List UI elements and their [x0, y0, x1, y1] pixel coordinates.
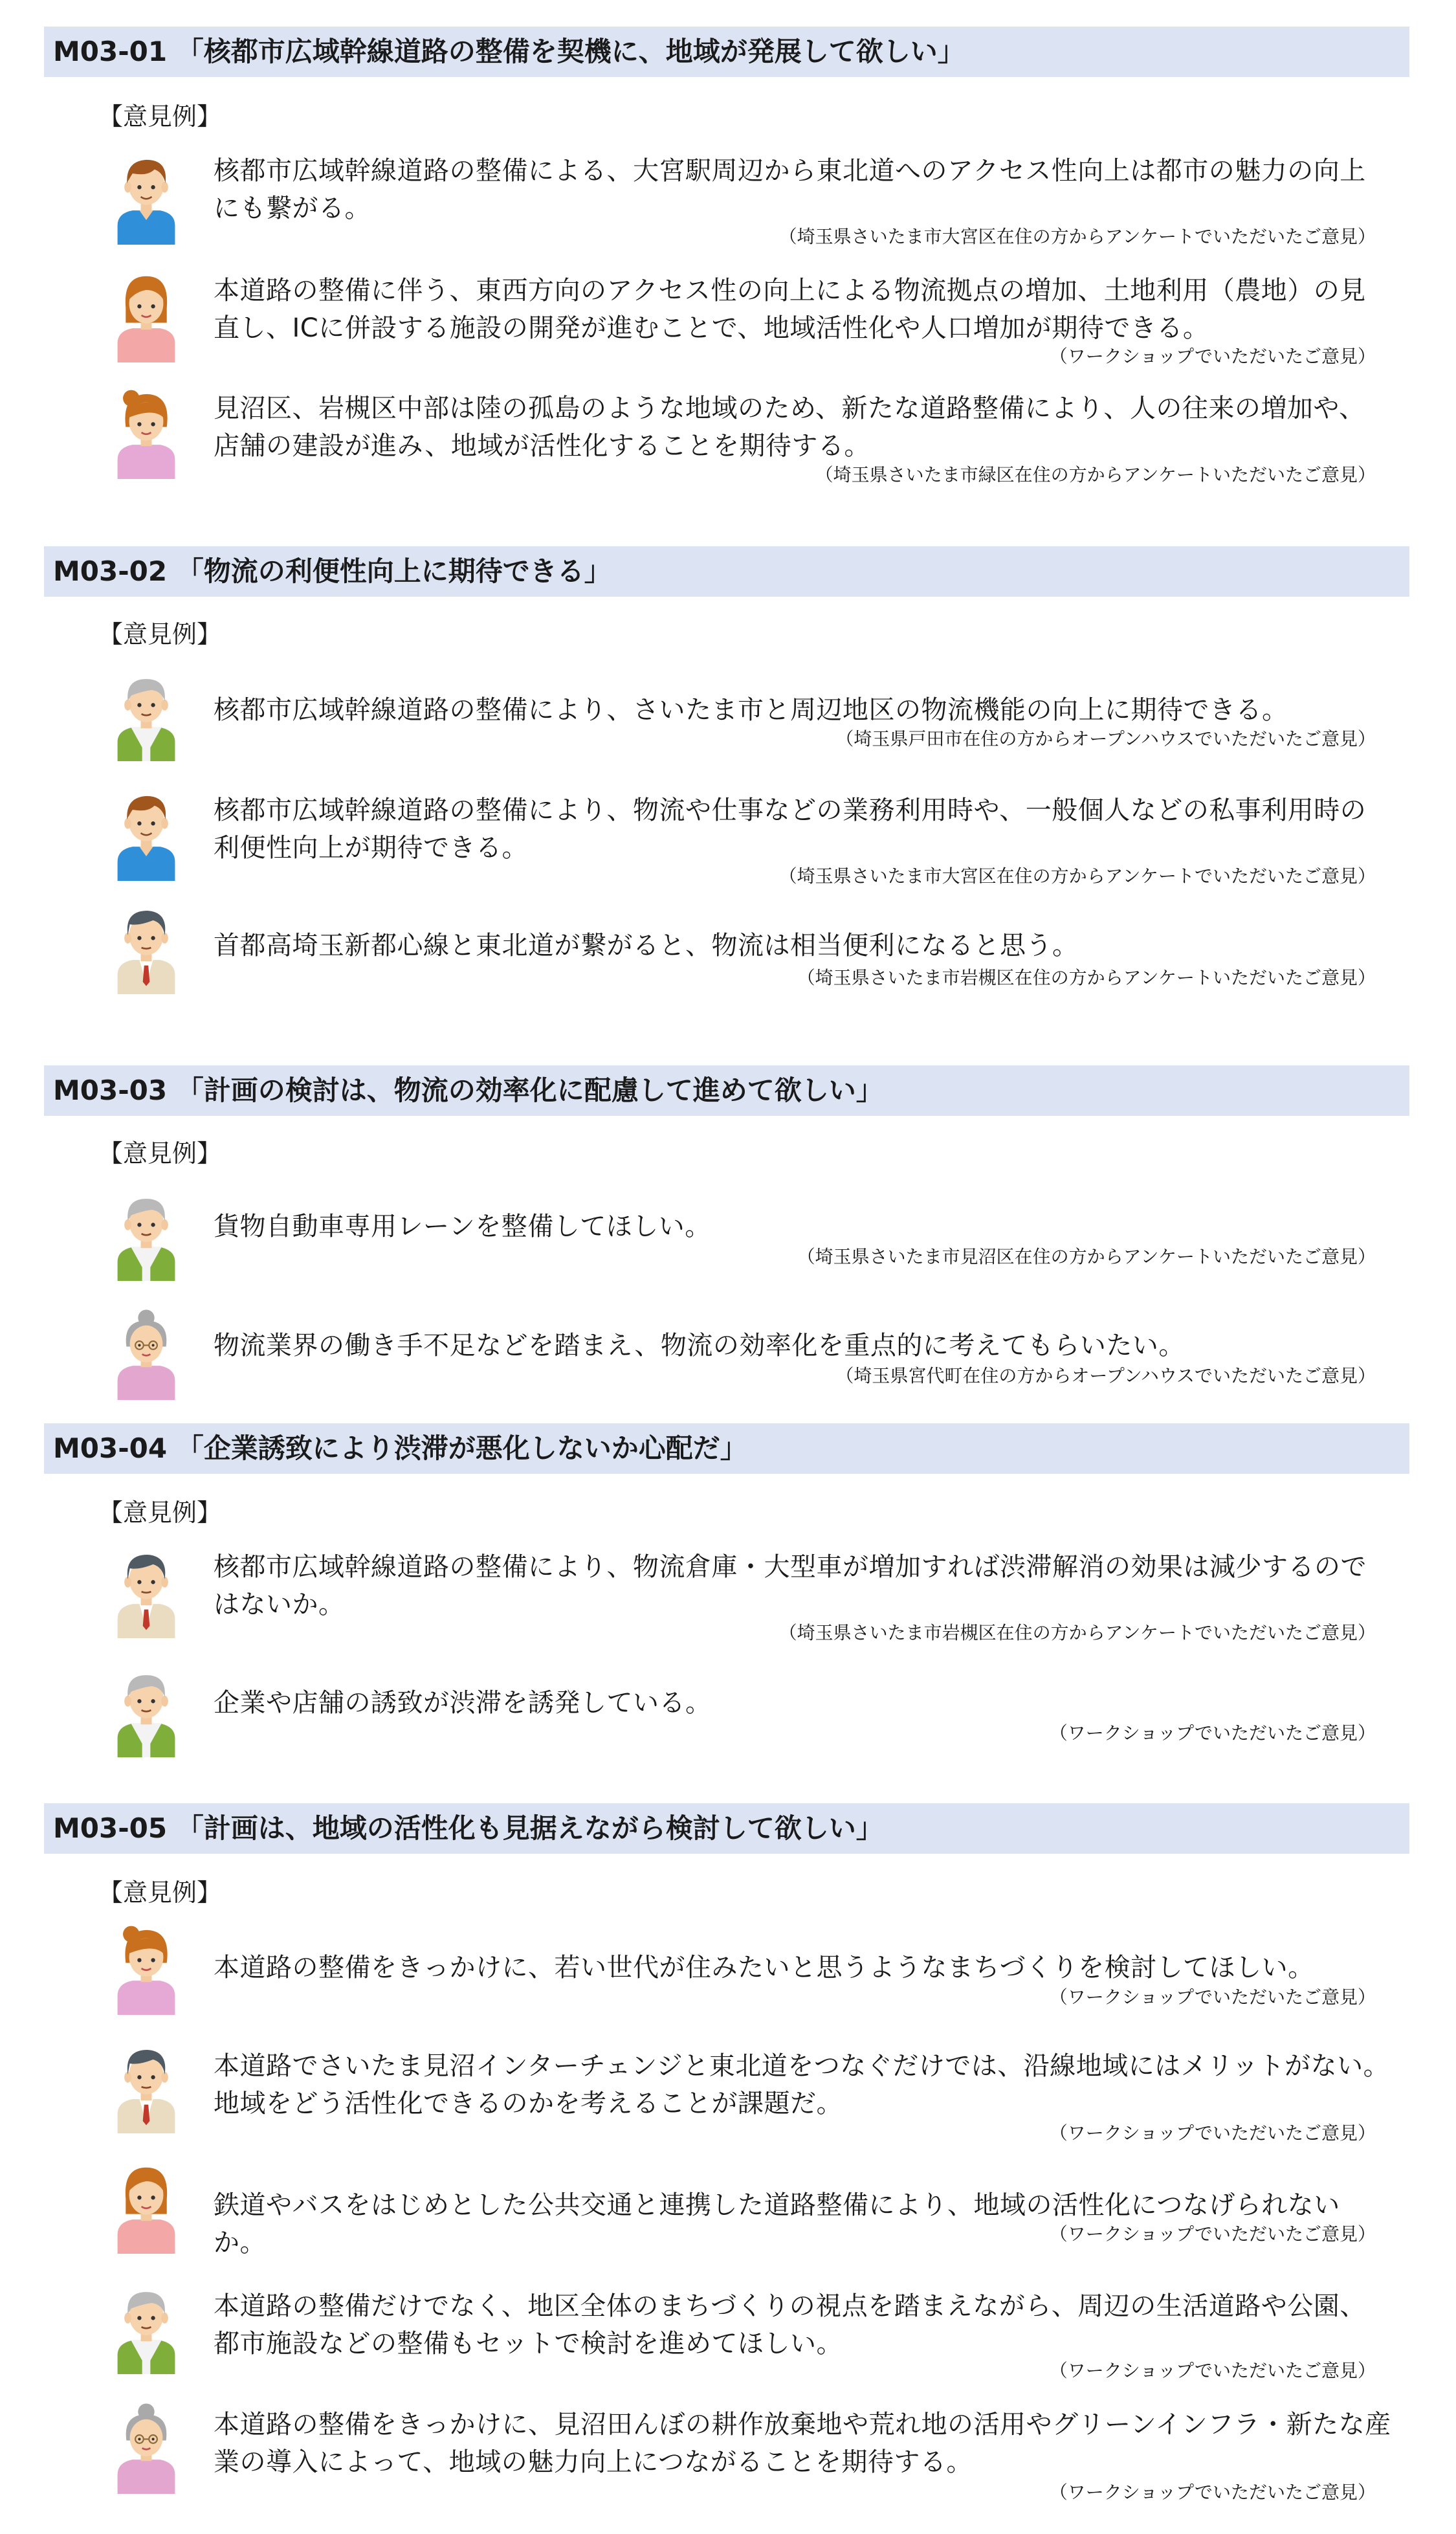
opinion-text: 鉄道やバスをはじめとした公共交通と連携した道路整備により、地域の活性化につなげられないか。 — [214, 2190, 1340, 2258]
opinion-source: （埼玉県さいたま市大宮区在住の方からアンケートでいただいたご意見） — [778, 226, 1376, 247]
opinion-examples-label: 【意見例】 — [98, 102, 222, 131]
opinion-source: （埼玉県さいたま市見沼区在住の方からアンケートいただいたご意見） — [797, 1246, 1376, 1267]
young-woman-pink-shirt-icon — [111, 267, 181, 362]
section-header — [44, 1423, 1409, 1474]
opinion-text: 本道路の整備をきっかけに、見沼田んぼの耕作放棄地や荒れ地の活用やグリーンインフラ・新たな産業の導入によって、地域の魅力向上につながることを期待する。 — [214, 2410, 1391, 2477]
opinion-text: 本道路でさいたま見沼インターチェンジと東北道をつなぐだけでは、沿線地域にはメリットがない。地域をどう活性化できるのかを考えることが課題だ。 — [214, 2051, 1390, 2118]
section-title: 「核都市広域幹線道路の整備を契機に、地域が発展して欲しい」 — [176, 36, 965, 67]
section-code: M03-01 — [53, 36, 168, 67]
middle-aged-man-suit-icon — [111, 2038, 181, 2133]
opinion-text: 本道路の整備だけでなく、地区全体のまちづくりの視点を踏まえながら、周辺の生活道路や公園、都市施設などの整備もセットで検討を進めてほしい。 — [214, 2291, 1366, 2359]
opinion-text: 核都市広域幹線道路の整備による、大宮駅周辺から東北道へのアクセス性向上は都市の魅力の向上にも繋がる。 — [214, 156, 1366, 223]
section-header — [44, 27, 1409, 77]
opinion-source: （ワークショップでいただいたご意見） — [1049, 2482, 1376, 2503]
elderly-man-green-vest-icon — [111, 1185, 181, 1281]
opinion-source: （ワークショップでいただいたご意見） — [1049, 346, 1376, 367]
opinion-source: （埼玉県戸田市在住の方からオープンハウスでいただいたご意見） — [835, 728, 1376, 750]
opinion-text: 物流業界の働き手不足などを踏まえ、物流の効率化を重点的に考えてもらいたい。 — [214, 1331, 1185, 1361]
section-code: M03-04 — [53, 1432, 168, 1464]
young-woman-pink-shirt-icon — [111, 2158, 181, 2254]
opinion-text: 本道路の整備をきっかけに、若い世代が住みたいと思うようなまちづくりを検討してほしい。 — [214, 1953, 1314, 1983]
opinion-examples-label: 【意見例】 — [98, 1139, 222, 1168]
woman-ponytail-pink-shirt-icon — [111, 383, 181, 479]
section-code: M03-02 — [53, 555, 168, 587]
elderly-man-green-vest-icon — [111, 665, 181, 761]
opinion-source: （埼玉県さいたま市緑区在住の方からアンケートいただいたご意見） — [815, 464, 1376, 485]
opinion-examples-label: 【意見例】 — [98, 1878, 222, 1907]
young-man-orange-shirt-icon — [111, 785, 181, 881]
section-title: 「企業誘致により渋滞が悪化しないか心配だ」 — [176, 1432, 747, 1464]
opinion-source: （埼玉県宮代町在住の方からオープンハウスでいただいたご意見） — [835, 1365, 1376, 1386]
section-code: M03-03 — [53, 1074, 168, 1106]
opinion-examples-label: 【意見例】 — [98, 620, 222, 649]
section-title: 「計画の検討は、物流の効率化に配慮して進めて欲しい」 — [176, 1074, 883, 1106]
opinion-text: 核都市広域幹線道路の整備により、さいたま市と周辺地区の物流機能の向上に期待できる。 — [214, 695, 1288, 725]
opinion-source: （ワークショップでいただいたご意見） — [1049, 1986, 1376, 2008]
section-header — [44, 546, 1409, 597]
opinion-source: （埼玉県さいたま市岩槻区在住の方からアンケートでいただいたご意見） — [778, 1622, 1376, 1643]
elderly-woman-glasses-icon — [111, 1304, 181, 1400]
woman-ponytail-pink-shirt-icon — [111, 1919, 181, 2015]
opinion-source: （ワークショップでいただいたご意見） — [1049, 2223, 1376, 2245]
section-title: 「計画は、地域の活性化も見据えながら検討して欲しい」 — [176, 1812, 883, 1844]
middle-aged-man-suit-icon — [111, 898, 181, 994]
middle-aged-man-suit-icon — [111, 1542, 181, 1638]
opinion-source: （埼玉県さいたま市大宮区在住の方からアンケートでいただいたご意見） — [778, 865, 1376, 887]
opinion-text: 核都市広域幹線道路の整備により、物流倉庫・大型車が増加すれば渋滞解消の効果は減少するのではないか。 — [214, 1552, 1367, 1619]
opinion-source: （ワークショップでいただいたご意見） — [1049, 2122, 1376, 2144]
opinion-text: 本道路の整備に伴う、東西方向のアクセス性の向上による物流拠点の増加、土地利用（農地）の見直し、ICに併設する施設の開発が進むことで、地域活性化や人口増加が期待できる。 — [214, 276, 1366, 343]
opinion-source: （埼玉県さいたま市岩槻区在住の方からアンケートいただいたご意見） — [797, 967, 1376, 988]
elderly-man-green-vest-icon — [111, 2278, 181, 2374]
section-header — [44, 1065, 1409, 1116]
opinion-text: 核都市広域幹線道路の整備により、物流や仕事などの業務利用時や、一般個人などの私事利用時の利便性向上が期待できる。 — [214, 795, 1367, 863]
opinion-text: 企業や店舗の誘致が渋滞を誘発している。 — [214, 1688, 712, 1718]
opinion-text: 見沼区、岩槻区中部は陸の孤島のような地域のため、新たな道路整備により、人の往来の増加や、店舗の建設が進み、地域が活性化することを期待する。 — [214, 394, 1365, 461]
elderly-woman-glasses-icon — [111, 2398, 181, 2494]
section-header — [44, 1803, 1409, 1854]
opinion-examples-label: 【意見例】 — [98, 1498, 222, 1527]
opinion-text: 首都高埼玉新都心線と東北道が繋がると、物流は相当便利になると思う。 — [214, 931, 1079, 961]
section-title: 「物流の利便性向上に期待できる」 — [176, 555, 612, 587]
opinion-source: （ワークショップでいただいたご意見） — [1049, 1722, 1376, 1744]
opinion-text: 貨物自動車専用レーンを整備してほしい。 — [214, 1212, 711, 1241]
elderly-man-green-vest-icon — [111, 1662, 181, 1757]
section-code: M03-05 — [53, 1812, 168, 1844]
young-man-orange-shirt-icon — [111, 149, 181, 245]
opinion-source: （ワークショップでいただいたご意見） — [1049, 2360, 1376, 2381]
